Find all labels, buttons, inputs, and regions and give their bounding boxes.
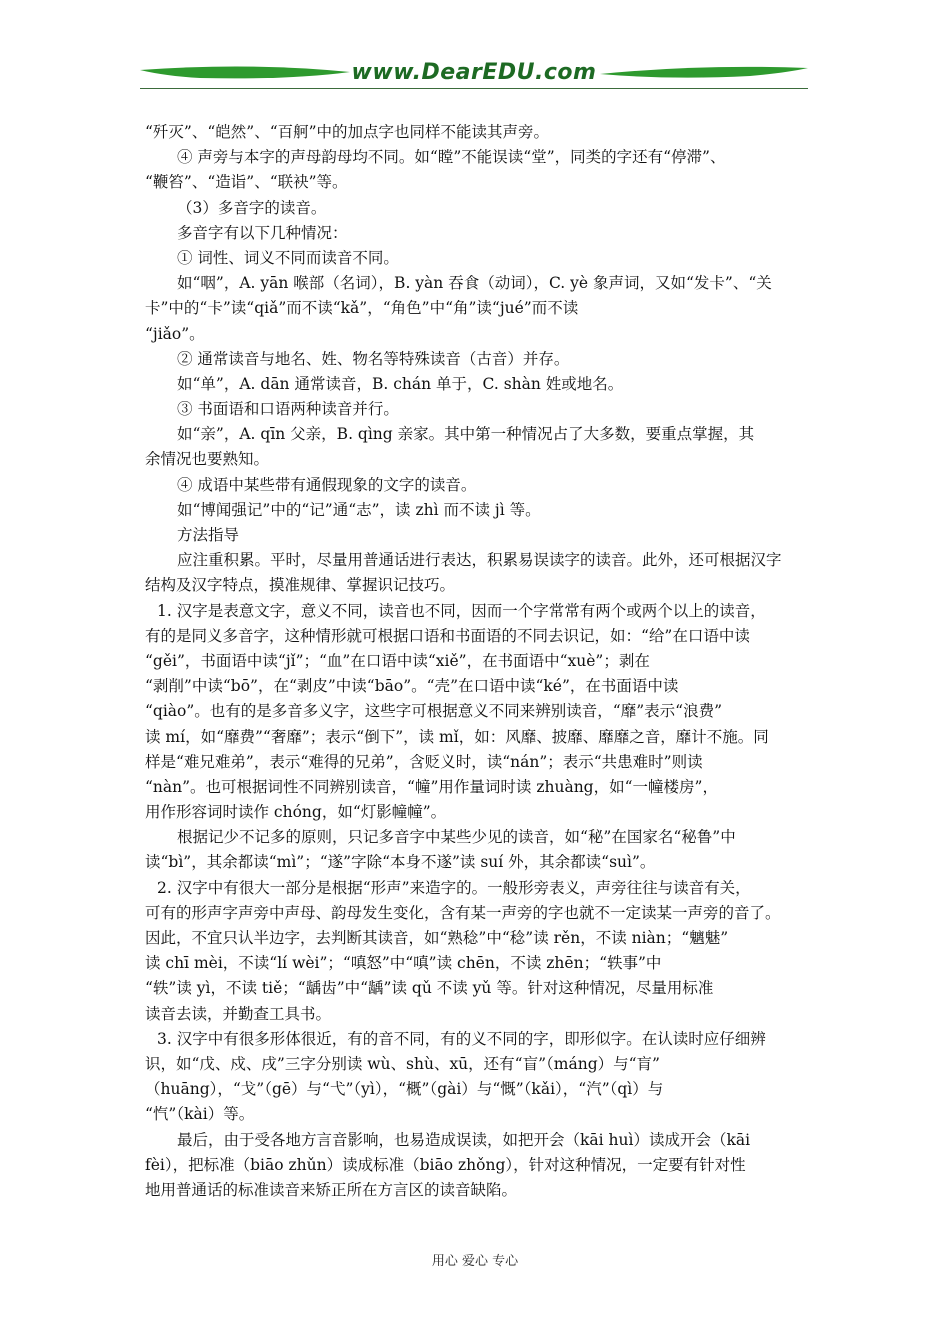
text-line: 读音去读，并勤查工具书。 [145,1004,332,1023]
text-line: 根据记少不记多的原则，只记多音字中某些少见的读音，如“秘”在国家名“秘鲁”中 [177,828,736,847]
text-line: fèi），把标准（biāo zhǔn）读成标准（biāo zhǒng），针对这种情况，一定要有针对性 [145,1155,746,1174]
text-line: “轶”读 yì，不读 tiě；“龋齿”中“龋”读 qǔ 不读 yǔ 等。针对这种情况，尽量用标准 [145,979,714,998]
text-line: ② 通常读音与地名、姓、物名等特殊读音（古音）并存。 [177,349,570,368]
text-line: 多音字有以下几种情况： [177,223,348,242]
text-line: 最后，由于受各地方言音影响，也易造成误读，如把开会（kāi huì）读成开会（kāi [177,1130,751,1149]
text-line: 如“单”，A. dān 通常读音，B. chán 单于，C. shàn 姓或地名。 [177,374,624,393]
site-header [140,58,808,98]
text-line: 余情况也要熟知。 [145,450,270,469]
text-line: ③ 书面语和口语两种读音并行。 [177,400,399,419]
section-heading: （3）多音字的读音。 [177,198,327,217]
text-line: 1. 汉字是表意文字，意义不同，读音也不同，因而一个字常常有两个或两个以上的读音， [157,601,766,620]
text-line: 如“亲”，A. qīn 父亲，B. qìng 亲家。其中第一种情况占了大多数，要重点掌握，其 [177,425,755,444]
text-line: 如“咽”，A. yān 喉部（名词），B. yàn 吞食（动词），C. yè 象声词，又如“发卡”、“关 [177,274,772,293]
text-line: 可有的形声字声旁中声母、韵母发生变化，含有某一声旁的字也就不一定读某一声旁的音了。 [145,903,781,922]
text-line: “忾”（kài）等。 [145,1105,255,1124]
text-line: “jiǎo”。 [145,324,205,343]
text-line: 卡”中的“卡”读“qiǎ”而不读“kǎ”，“角色”中“角”读“jué”而不读 [145,299,579,318]
text-line: 地用普通话的标准读音来矫正所在方言区的读音缺陷。 [145,1180,518,1199]
text-line: 结构及汉字特点，摸准规律、掌握识记技巧。 [145,576,456,595]
text-line: 读 mí，如“靡费”“奢靡”；表示“倒下”，读 mǐ，如：风靡、披靡、靡靡之音，靡计不施。同 [145,727,769,746]
text-line: 样是“难兄难弟”，表示“难得的兄弟”，含贬义时，读“nán”；表示“共患难时”则读 [145,752,703,771]
text-line: ① 词性、词义不同而读音不同。 [177,248,399,267]
text-line: “nàn”。也可根据词性不同辨别读音，“幢”用作量词时读 zhuàng，如“一幢楼房”， [145,777,718,796]
text-line: （huāng），“戈”（gē）与“弋”（yì），“概”（gài）与“慨”（kǎi），“汽”（qì）与 [145,1080,664,1099]
header-divider [140,88,808,89]
text-line: 用作形容词时读作 chóng，如“灯影幢幢”。 [145,803,447,822]
text-line: 2. 汉字中有很大一部分是根据“形声”来造字的。一般形旁表义，声旁往往与读音有关， [157,878,751,897]
site-logo[interactable]: www.DearEDU.com [351,60,597,85]
text-line: “鞭笞”、“造诣”、“联袂”等。 [145,173,348,192]
text-line: 应注重积累。平时，尽量用普通话进行表达，积累易误读字的读音。此外，还可根据汉字 [177,551,782,570]
text-line: 读 chī mèi，不读“lí wèi”；“嗔怒”中“嗔”读 chēn，不读 zhēn；“轶事”中 [145,954,662,973]
text-line: 如“博闻强记”中的“记”通“志”，读 zhì 而不读 jì 等。 [177,500,541,519]
text-line: “gěi”，书面语中读“jǐ”；“血”在口语中读“xiě”，在书面语中“xuè”；剥在 [145,651,650,670]
section-heading: 方法指导 [177,526,240,544]
text-line: 因此，不宜只认半边字，去判断其读音，如“熟稔”中“稔”读 rěn，不读 niàn；“魑魅” [145,929,729,947]
text-line: “qiào”。也有的是多音多义字，这些字可根据意义不同来辨别读音，“靡”表示“浪费” [145,702,722,721]
text-line: “剥削”中读“bō”，在“剥皮”中读“bāo”。“壳”在口语中读“ké”，在书面语中读 [145,677,679,696]
text-line: ④ 成语中某些带有通假现象的文字的读音。 [177,475,477,494]
text-line: 3. 汉字中有很多形体很近，有的音不同，有的义不同的字，即形似字。在认读时应仔细辨 [157,1029,766,1048]
text-line: ④ 声旁与本字的声母韵母均不同。如“瞠”不能误读“堂”，同类的字还有“停滞”、 [177,148,726,167]
article-body [145,120,813,1203]
text-line: “歼灭”、“皑然”、“百舸”中的加点字也同样不能读其声旁。 [145,123,550,141]
text-line: 读“bì”，其余都读“mì”；“遂”字除“本身不遂”读 suí 外，其余都读“suì”。 [145,853,656,872]
text-line: 识，如“戊、戍、戌”三字分别读 wù、shù、xū，还有“盲”（máng）与“肓” [145,1054,660,1073]
text-line: 有的是同义多音字，这种情形就可根据口语和书面语的不同去识记，如：“给”在口语中读 [145,626,750,645]
page-footer: 用心 爱心 专心 [431,1254,519,1269]
